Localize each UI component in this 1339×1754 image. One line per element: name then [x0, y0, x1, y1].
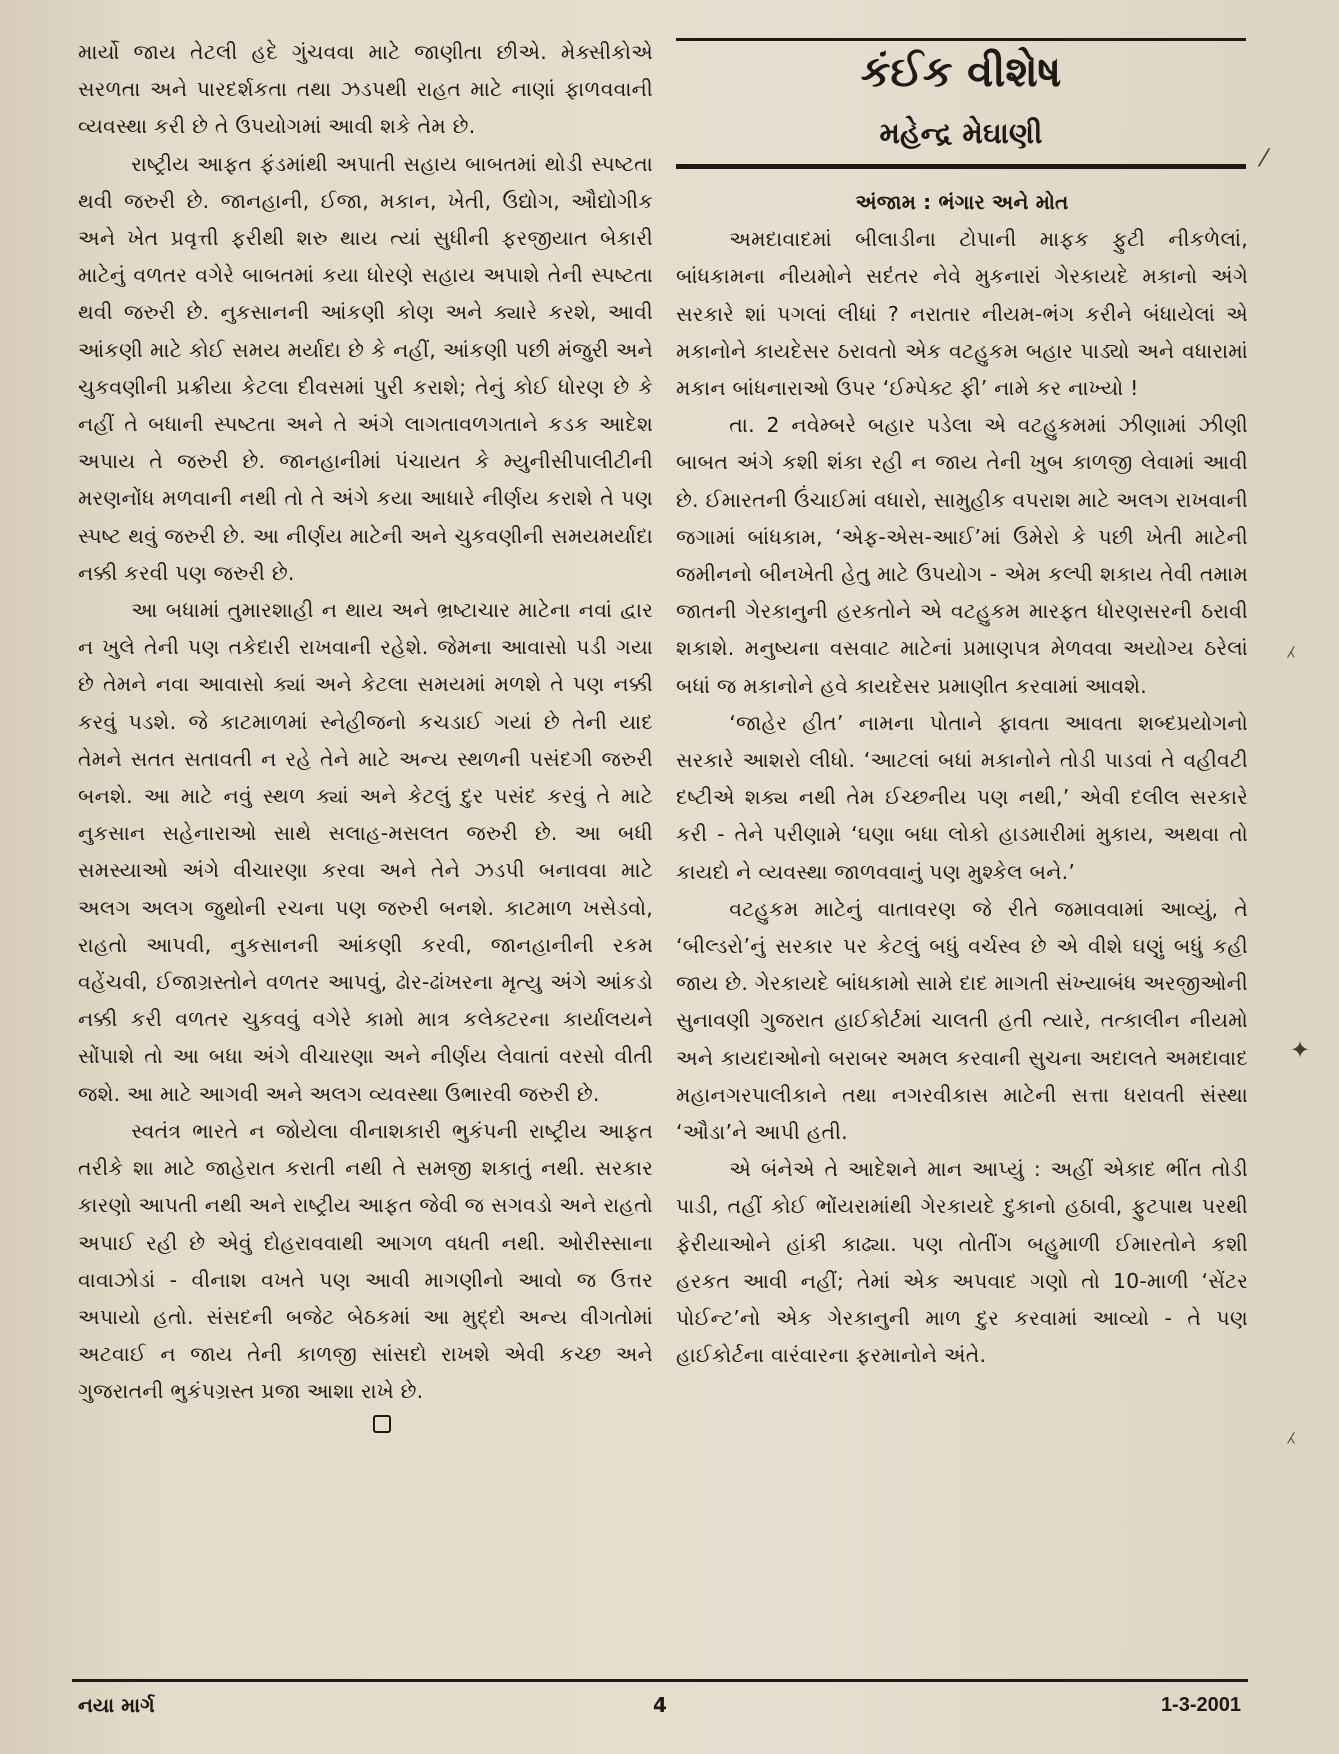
column-title: કંઈક વીશેષ	[860, 47, 1062, 96]
article-paragraph-4: સ્વતંત્ર ભારતે ન જોયેલા વીનાશકારી ભુકંપની રાષ્ટ્રીય આફત તરીકે શા માટે જાહેરાત કરાતી નથી તે સમજી શકાતું નથી. સરકાર કારણો આપતી નથી અને રાષ્ટ્રીય આફત જેવી જ સગવડો અને રાહતો અપાઈ રહી છે એવું દોહરાવવાથી આગળ વધતી નથી. ઓરીસ્સાના વાવાઝોડાં - વીનાશ વખતે પણ આવી માગણીનો આવો જ ઉત્તર અપાયો હતો. સંસદની બજેટ બેઠકમાં આ મુદ્દો અન્ય વીગતોમાં અટવાઈ ન જાય તેની કાળજી સાંસદો રાખશે એવી કચ્છ અને ગુજરાતની ભુકંપગ્રસ્ત પ્રજા આશા રાખે છે.	[78, 1118, 653, 1404]
footer-rule	[72, 1679, 1248, 1682]
page-speck: ⁁	[1288, 1416, 1294, 1444]
article-paragraph-3: આ બધામાં તુમારશાહી ન થાય અને ભ્રષ્ટાચાર માટેના નવાં દ્વાર ન ખુલે તેની પણ તકેદારી રાખવાની રહેશે. જેમના આવાસો પડી ગયા છે તેમને નવા આવાસો ક્યાં અને કેટલા સમયમાં મળશે તે પણ નક્કી કરવું પડશે. જે કાટમાળમાં સ્નેહીજનો કચડાઈ ગયાં છે તેની યાદ તેમને સતત સતાવતી ન રહે તેને માટે અન્ય સ્થળની પસંદગી જરુરી બનશે. આ માટે નવું સ્થળ ક્યાં અને કેટલું દુર પસંદ કરવું તે માટે નુકસાન સહેનારાઓ સાથે સલાહ-મસલત જરુરી છે. આ બધી સમસ્યાઓ અંગે વીચારણા કરવા અને તેને ઝડપી બનાવવા માટે અલગ અલગ જુથોની રચના પણ જરુરી બનશે. કાટમાળ ખસેડવો, રાહતો આપવી, નુકસાનની આંકણી કરવી, જાનહાનીની રકમ વહેંચવી, ઈજાગ્રસ્તોને વળતર આપવું, ઢોર-ઢાંખરના મૃત્યુ અંગે આંકડો નક્કી કરી વળતર ચુકવવું વગેરે કામો માત્ર કલેક્ટરના કાર્યાલયને સોંપાશે તો આ બધા અંગે વીચારણા અને નીર્ણય લેવાતાં વરસો વીતી જશે. આ માટે આગવી અને અલગ વ્યવસ્થા ઉભારવી જરુરી છે.	[78, 598, 653, 1106]
section-subheading: અંજામ : ભંગાર અને મોત	[855, 190, 1069, 214]
issue-date: 1-3-2001	[1160, 1694, 1241, 1716]
column-paragraph-1: અમદાવાદમાં બીલાડીના ટોપાની માફક ફુટી નીકળેલાં, બાંધકામના નીયમોને સદંતર નેવે મુકનારાં ગેરકાયદે મકાનો અંગે સરકારે શાં પગલાં લીધાં ? નરાતાર નીયમ-ભંગ કરીને બંધાયેલાં એ મકાનોને કાયદેસર ઠરાવતો એક વટહુકમ બહાર પાડ્યો અને વધારામાં મકાન બાંધનારાઓ ઉપર ‘ઈમ્પેક્ટ ફી’ નામે કર નાખ્યો !	[676, 227, 1248, 401]
column-author: મહેન્દ્ર મેઘાણી	[879, 116, 1043, 150]
page-speck: ⁁	[1288, 630, 1294, 658]
column-paragraph-3: ‘જાહેર હીત’ નામના પોતાને ફાવતા આવતા શબ્દપ્રયોગનો સરકારે આશરો લીધો. ‘આટલાં બધાં મકાનોને તોડી પાડવાં તે વહીવટી દષ્ટીએ શક્ય નથી તેમ ઈચ્છનીય પણ નથી,’ એવી દલીલ સરકારે કરી - તેને પરીણામે ‘ઘણા બધા લોકો હાડમારીમાં મુકાય, અથવા તો કાયદો ને વ્યવસ્થા જાળવવાનું પણ મુશ્કેલ બને.’	[676, 710, 1248, 884]
column-header-top-rule	[676, 38, 1246, 41]
article-paragraph-1: માર્યો જાય તેટલી હદે ગુંચવવા માટે જાણીતા છીએ. મેક્સીકોએ સરળતા અને પારદર્શકતા તથા ઝડપથી રાહત માટે નાણાં ફાળવવાની વ્યવસ્થા કરી છે તે ઉપયોગમાં આવી શકે તેમ છે.	[78, 40, 653, 139]
column-paragraph-4: વટહુકમ માટેનું વાતાવરણ જે રીતે જમાવવામાં આવ્યું, તે ‘બીલ્ડરો’નું સરકાર પર કેટલું બધું વર્ચસ્વ છે એ વીશે ઘણું બધું કહી જાય છે. ગેરકાયદે બાંધકામો સામે દાદ માગતી સંખ્યાબંધ અરજીઓની સુનાવણી ગુજરાત હાઈકોર્ટમાં ચાલતી હતી ત્યારે, તત્કાલીન નીયમો અને કાયદાઓનો બરાબર અમલ કરવાની સુચના અદાલતે અમદાવાદ મહાનગરપાલીકાને તથા નગરવીકાસ માટેની સત્તા ધરાવતી સંસ્થા ‘ઔડા’ને આપી હતી.	[676, 896, 1248, 1145]
page-speck: ⁄	[1262, 144, 1267, 172]
article-paragraph-2: રાષ્ટ્રીય આફત ફંડમાંથી અપાતી સહાય બાબતમાં થોડી સ્પષ્ટતા થવી જરુરી છે. જાનહાની, ઈજા, મકાન, ખેતી, ઉદ્યોગ, ઔદ્યોગીક અને ખેત પ્રવૃત્તી ફરીથી શરુ થાય ત્યાં સુધીની ફરજીયાત બેકારી માટેનું વળતર વગેરે બાબતમાં કયા ધોરણે સહાય અપાશે તેની સ્પષ્ટતા થવી જરુરી છે. નુકસાનની આંકણી કોણ અને ક્યારે કરશે, આવી આંકણી માટે કોઈ સમય મર્યાદા છે કે નહીં, આંકણી પછી મંજુરી અને ચુકવણીની પ્રક્રીયા કેટલા દીવસમાં પુરી કરાશે; તેનું કોઈ ધોરણ છે કે નહીં તે બધાની સ્પષ્ટતા અને તે અંગે લાગતાવળગતાને કડક આદેશ અપાય તે જરુરી છે. જાનહાનીમાં પંચાયત કે મ્યુનીસીપાલીટીની મરણનોંધ મળવાની નથી તો તે અંગે કયા આધારે નીર્ણય કરાશે તે પણ સ્પષ્ટ થવું જરુરી છે. આ નીર્ણય માટેની અને ચુકવણીની સમયમર્યાદા નક્કી કરવી પણ જરુરી છે.	[78, 151, 653, 585]
right-column	[676, 184, 1248, 1375]
column-header-bottom-rule	[676, 164, 1246, 169]
page-speck: ✦	[1290, 1036, 1311, 1064]
column-paragraph-2: તા. 2 નવેમ્બરે બહાર પડેલા એ વટહુકમમાં ઝીણામાં ઝીણી બાબત અંગે કશી શંકા રહી ન જાય તેની ખુબ કાળજી લેવામાં આવી છે. ઈમારતની ઉંચાઈમાં વધારો, સામુહીક વપરાશ માટે અલગ રાખવાની જગામાં બાંધકામ, ‘એફ-એસ-આઈ’માં ઉમેરો કે પછી ખેતી માટેની જમીનનો બીનખેતી હેતુ માટે ઉપયોગ - એમ કલ્પી શકાય તેવી તમામ જાતની ગેરકાનુની હરકતોને એ વટહુકમ મારફત ધોરણસરની ઠરાવી શકાશે. મનુષ્યના વસવાટ માટેનાં પ્રમાણપત્ર મેળવવા અયોગ્ય ઠરેલાં બધાં જ મકાનોને હવે કાયદેસર પ્રમાણીત કરવામાં આવશે.	[676, 413, 1248, 698]
left-column	[78, 34, 653, 1433]
publication-name: નયા માર્ગ	[78, 1693, 155, 1717]
end-of-article-mark	[373, 1415, 391, 1433]
column-paragraph-5: એ બંનેએ તે આદેશને માન આપ્યું : અહીં એકાદ ભીંત તોડી પાડી, તહીં કોઈ ભોંયરામાંથી ગેરકાયદે દુકાનો હઠાવી, ફુટપાથ પરથી ફેરીયાઓને હાંકી કાઢ્યા. પણ તોતીંગ બહુમાળી ઈમારતોને કશી હરકત આવી નહીં; તેમાં એક અપવાદ ગણો તો 10-માળી ‘સેંટર પોઈન્ટ’નો એક ગેરકાનુની માળ દુર કરવામાં આવ્યો - તે પણ હાઈકોર્ટના વારંવારના ફરમાનોને અંતે.	[676, 1157, 1248, 1368]
page-number: 4	[653, 1693, 667, 1717]
